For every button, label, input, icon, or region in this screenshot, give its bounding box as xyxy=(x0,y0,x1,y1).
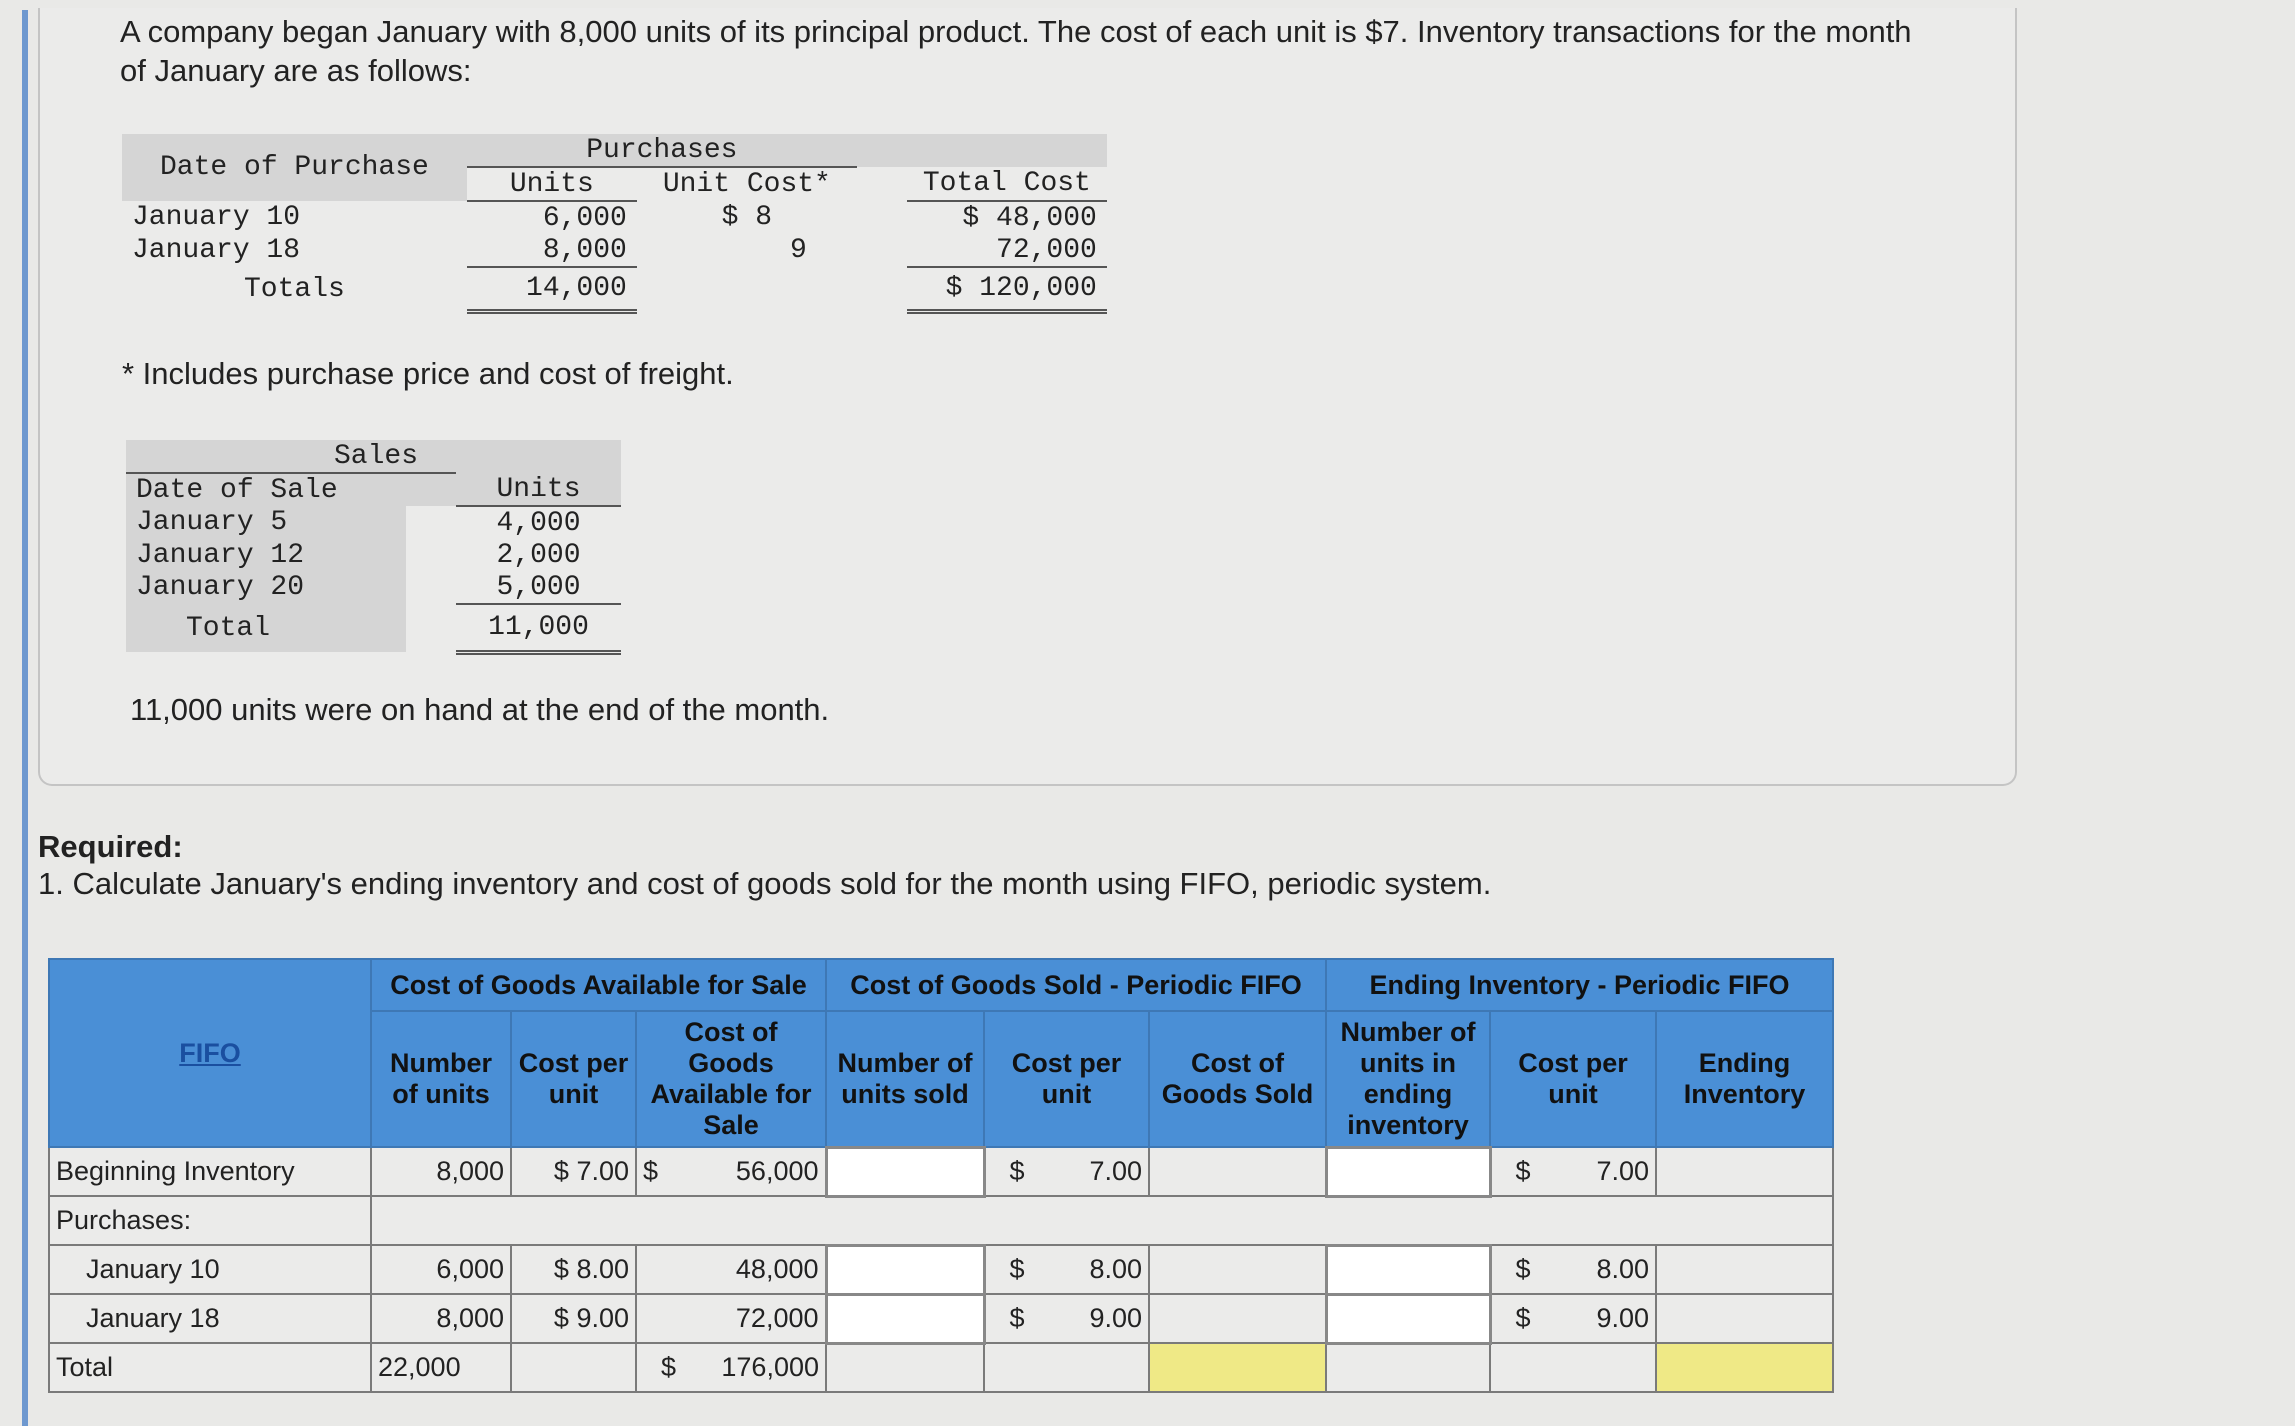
units-sold-input-jan10[interactable] xyxy=(826,1245,984,1294)
table-row: January 5 4,000 xyxy=(126,506,621,539)
available-group-header: Cost of Goods Available for Sale xyxy=(371,959,826,1011)
table-row: Purchases: xyxy=(49,1196,1833,1245)
sale-units-header: Units xyxy=(456,473,621,506)
table-row: January 12 2,000 xyxy=(126,539,621,571)
cost-available-header: Cost of Goods Available for Sale xyxy=(636,1011,826,1147)
table-row: Total 22,000 $ 176,000 xyxy=(49,1343,1833,1392)
table-row: January 10 6,000 $ 8.00 48,000 $ 8.00 $ 8.00 xyxy=(49,1245,1833,1294)
ending-inventory-total-cell[interactable] xyxy=(1656,1343,1833,1392)
units-on-hand-text: 11,000 units were on hand at the end of the month. xyxy=(130,692,830,727)
problem-intro: A company began January with 8,000 units of its principal product. The cost of each unit is $7. Inventory transactions for the month of January are as follows: xyxy=(120,14,1912,88)
cogs-cell-beginning xyxy=(1149,1147,1326,1196)
units-sold-header: Number of units sold xyxy=(826,1011,984,1147)
total-cost-header: Total Cost xyxy=(907,167,1107,201)
ending-cell-jan10 xyxy=(1656,1245,1833,1294)
required-section xyxy=(38,828,1491,902)
ending-cell-jan18 xyxy=(1656,1294,1833,1343)
cogs-cell-jan10 xyxy=(1149,1245,1326,1294)
table-row: Total 11,000 xyxy=(126,604,621,652)
fifo-worksheet-table xyxy=(48,958,1834,1393)
cogs-total-cell[interactable] xyxy=(1149,1343,1326,1392)
table-row: Totals 14,000 $ 120,000 xyxy=(122,267,1107,311)
problem-panel xyxy=(38,8,2017,786)
units-ending-input-jan10[interactable] xyxy=(1326,1245,1490,1294)
sales-table xyxy=(126,440,621,655)
purchases-group-header: Purchases xyxy=(467,134,857,167)
table-row: January 20 5,000 xyxy=(126,571,621,604)
purchase-date-header: Date of Purchase xyxy=(122,134,467,201)
units-ending-input-jan18[interactable] xyxy=(1326,1294,1490,1343)
required-heading: Required: xyxy=(38,829,183,864)
table-row: January 10 6,000 $ 8 $ 48,000 xyxy=(132,202,1097,234)
ending-cell-beginning xyxy=(1656,1147,1833,1196)
units-sold-input-jan18[interactable] xyxy=(826,1294,984,1343)
units-header: Units xyxy=(467,167,637,201)
fifo-header-cell xyxy=(49,959,371,1147)
units-ending-header: Number of units in ending inventory xyxy=(1326,1011,1490,1147)
fifo-link[interactable]: FIFO xyxy=(179,1037,241,1068)
cogs-cell-jan18 xyxy=(1149,1294,1326,1343)
sales-group-header: Sales xyxy=(126,440,456,473)
purchases-table xyxy=(122,134,1107,314)
table-row: Beginning Inventory 8,000 $ 7.00 $ 56,000 $ 7.00 $ 7.00 xyxy=(49,1147,1833,1196)
units-ending-input-beginning[interactable] xyxy=(1326,1147,1490,1196)
units-sold-input-beginning[interactable] xyxy=(826,1147,984,1196)
sale-date-header: Date of Sale xyxy=(126,473,406,506)
ending-cost-per-unit-header: Cost per unit xyxy=(1490,1011,1656,1147)
cogs-header: Cost of Goods Sold xyxy=(1149,1011,1326,1147)
ending-inventory-header: Ending Inventory xyxy=(1656,1011,1833,1147)
num-units-header: Number of units xyxy=(371,1011,511,1147)
cogs-group-header: Cost of Goods Sold - Periodic FIFO xyxy=(826,959,1326,1011)
cogs-cost-per-unit-header: Cost per unit xyxy=(984,1011,1149,1147)
cost-per-unit-header: Cost per unit xyxy=(511,1011,636,1147)
unit-cost-header: Unit Cost* xyxy=(662,169,831,200)
ending-group-header: Ending Inventory - Periodic FIFO xyxy=(1326,959,1833,1011)
freight-footnote: * Includes purchase price and cost of freight. xyxy=(122,356,734,391)
required-item-1: 1. Calculate January's ending inventory and cost of goods sold for the month using FIFO, periodic system. xyxy=(38,866,1492,901)
table-row: January 18 8,000 $ 9.00 72,000 $ 9.00 $ 9.00 xyxy=(49,1294,1833,1343)
left-accent-bar xyxy=(22,10,28,1426)
table-row: January 18 8,000 9 72,000 xyxy=(122,234,1107,267)
